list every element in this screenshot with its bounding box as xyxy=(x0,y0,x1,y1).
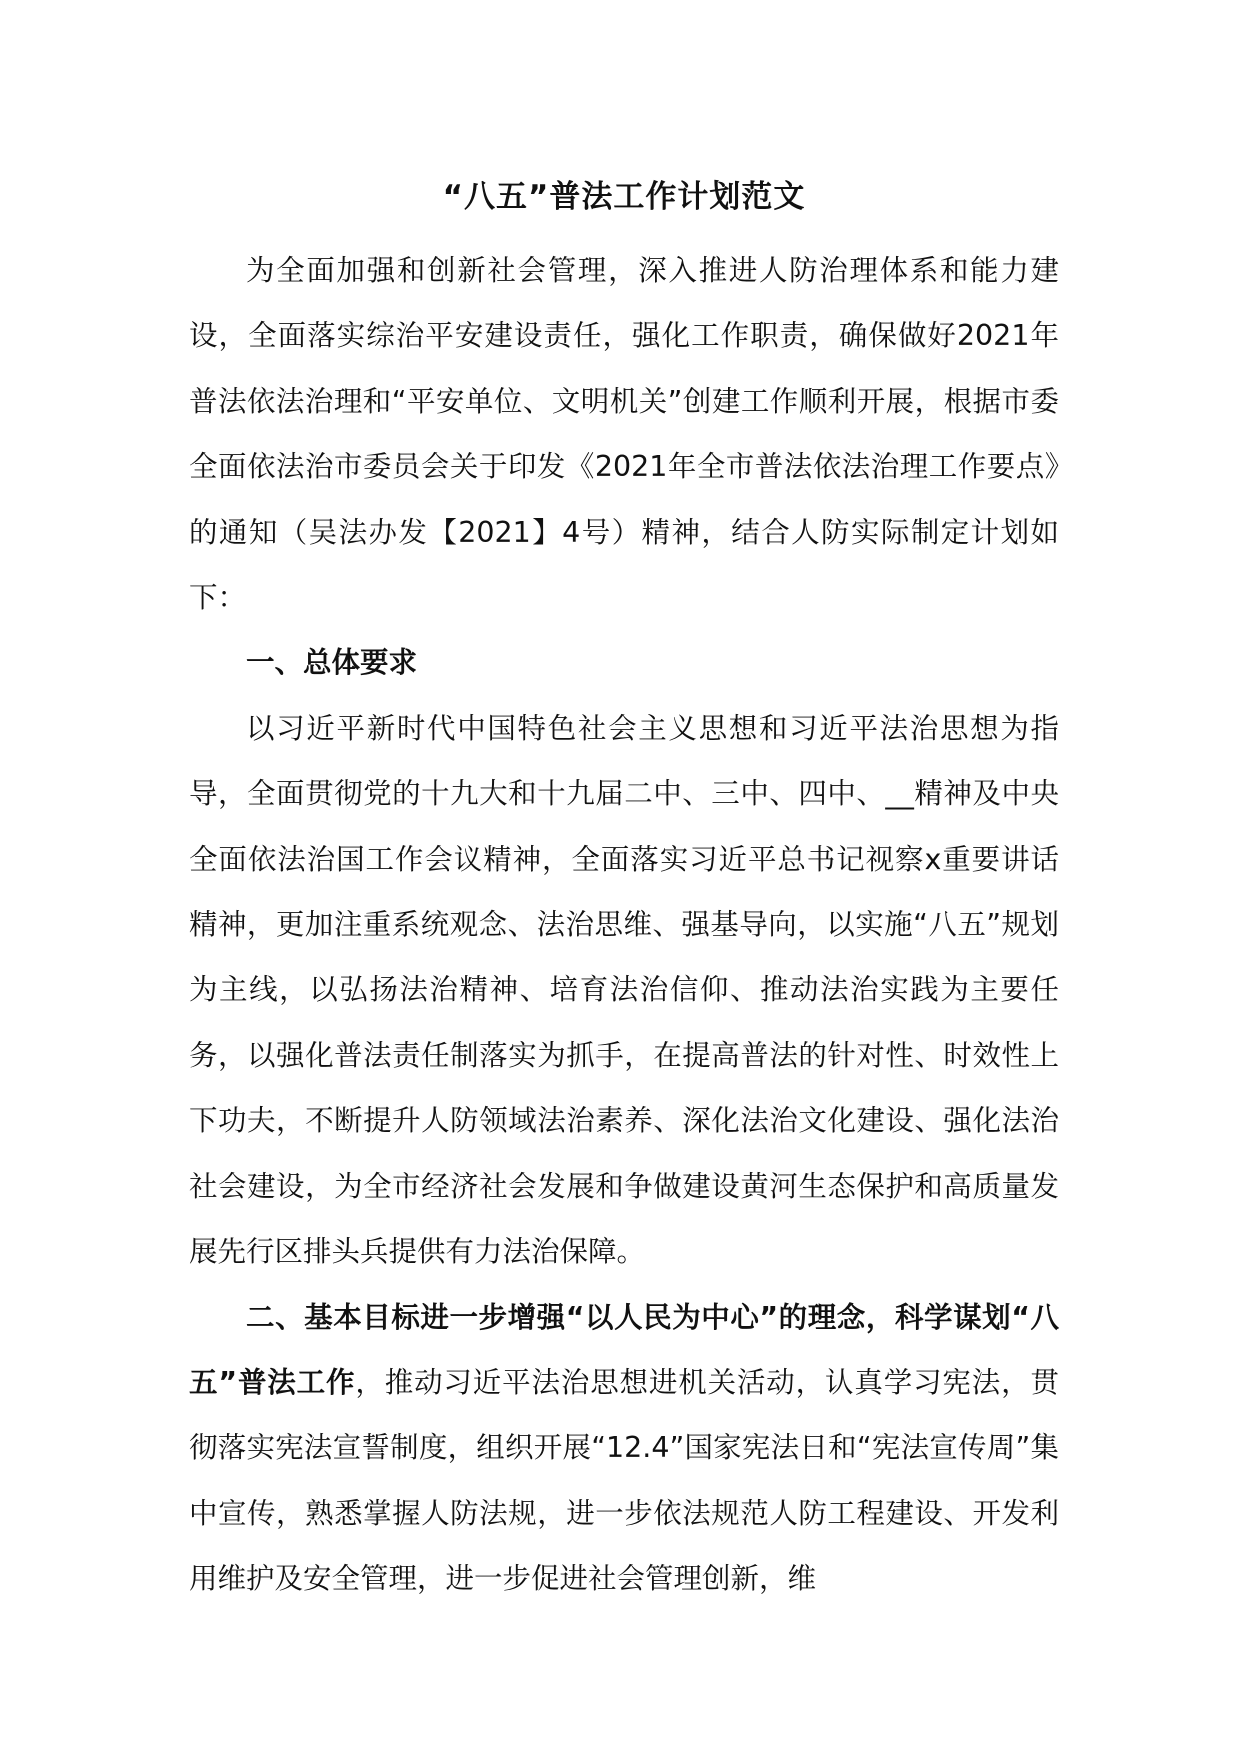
section-heading-overall-requirements: 一、总体要求 xyxy=(246,646,418,680)
paragraph-basic-goals xyxy=(189,1285,1059,1612)
document-title: “八五”普法工作计划范文 xyxy=(442,179,806,215)
paragraph-basic-goals-text: ，推动习近平法治思想进机关活动，认真学习宪法，贯彻落实宪法宣誓制度，组织开展“12.4”国家宪法日和“宪法宣传周”集中宣传，熟悉掌握人防法规，进一步依法规范人防工程建设、开发利用维护及安全管理，进一步促进社会管理创新，维 xyxy=(189,1365,1059,1596)
section-heading-basic-goals: 二、基本目标进一步增强“以人民为中心”的理念，科学谋划“八五”普法工作 xyxy=(189,1300,1059,1399)
paragraph-intro: 为全面加强和创新社会管理，深入推进人防治理体系和能力建设，全面落实综治平安建设责任，强化工作职责，确保做好2021年普法依法治理和“平安单位、文明机关”创建工作顺利开展，根据市委全面依法治市委员会关于印发《2021年全市普法依法治理工作要点》的通知（吴法办发【2021】4号）精神，结合人防实际制定计划如下： xyxy=(189,254,1059,615)
document-body xyxy=(189,238,1059,1612)
paragraph-overall-requirements: 以习近平新时代中国特色社会主义思想和习近平法治思想为指导，全面贯彻党的十九大和十九届二中、三中、四中、__精神及中央全面依法治国工作会议精神，全面落实习近平总书记视察x重要讲话精神，更加注重系统观念、法治思维、强基导向，以实施“八五”规划为主线，以弘扬法治精神、培育法治信仰、推动法治实践为主要任务，以强化普法责任制落实为抓手，在提高普法的针对性、时效性上下功夫，不断提升人防领域法治素养、深化法治文化建设、强化法治社会建设，为全市经济社会发展和争做建设黄河生态保护和高质量发展先行区排头兵提供有力法治保障。 xyxy=(189,711,1059,1269)
